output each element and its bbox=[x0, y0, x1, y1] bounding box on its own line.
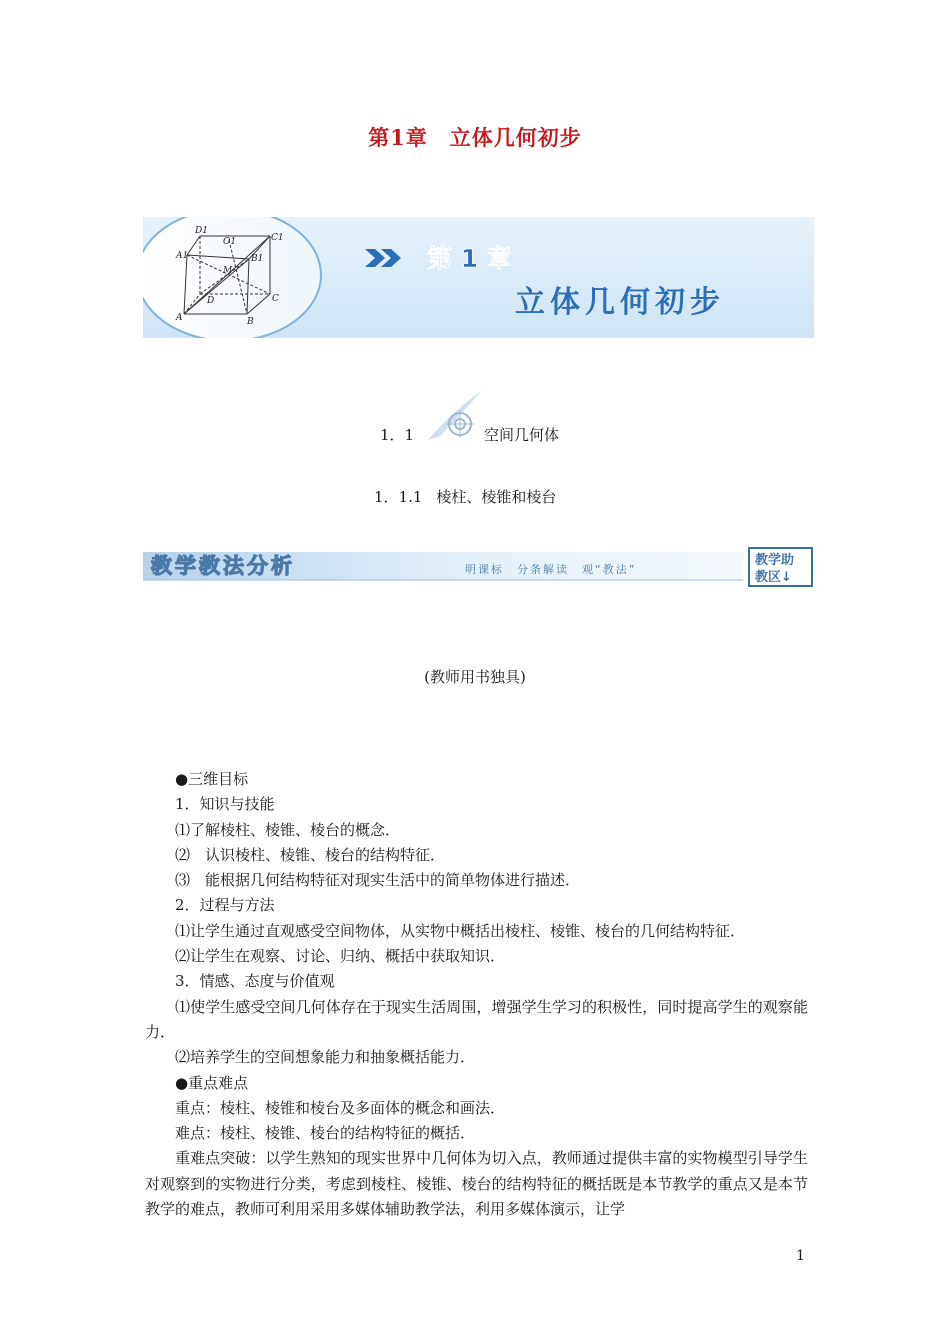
banner-subtitle: 立体几何初步 bbox=[515, 285, 725, 320]
subsection-number: 1．1.1 bbox=[374, 488, 423, 506]
badge-line-2: 教区↓ bbox=[755, 570, 792, 585]
chapter-banner bbox=[143, 217, 814, 338]
body-text bbox=[145, 767, 808, 1222]
cube-label: B1 bbox=[251, 254, 264, 264]
cube-label: O1 bbox=[223, 237, 237, 247]
list-item: ⑵ 认识棱柱、棱锥、棱台的结构特征． bbox=[175, 845, 446, 864]
cube-label: M bbox=[223, 266, 233, 276]
teaching-analysis-bar bbox=[143, 546, 814, 588]
cube-label: A1 bbox=[176, 251, 189, 261]
teaching-bar-title: 教学教法分析 bbox=[151, 554, 295, 578]
target-icon bbox=[420, 386, 486, 442]
paragraph: 重难点突破：以学生熟知的现实世界中几何体为切入点，教师通过提供丰富的实物模型引导学生对观察到的实物进行分类，考虑到棱柱、棱锥、棱台的结构特征的概括既是本节教学的重点又是本节教学的难点，教师可利用采用多媒体辅助教学法，利用多媒体演示，让学 bbox=[145, 1149, 808, 1219]
list-item: 重点：棱柱、棱锥和棱台及多面体的概念和画法． bbox=[175, 1098, 506, 1117]
heading-objectives: ●三维目标 bbox=[175, 770, 249, 788]
list-item: ⑵让学生在观察、讨论、归纳、概括中获取知识． bbox=[175, 947, 506, 966]
cube-label: B bbox=[247, 317, 254, 327]
cube-label: D bbox=[207, 296, 215, 306]
subsection-name: 棱柱、棱锥和棱台 bbox=[436, 488, 557, 506]
list-item: ⑴让学生通过直观感受空间物体，从实物中概括出棱柱、棱锥、棱台的几何结构特征． bbox=[175, 921, 746, 940]
cube-label: C bbox=[272, 294, 279, 304]
page-number: 1 bbox=[796, 1248, 805, 1264]
list-item: 2．过程与方法 bbox=[175, 896, 275, 915]
banner-chapter: 第 1 章 bbox=[427, 244, 512, 273]
list-item: 难点：棱柱、棱锥、棱台的结构特征的概括． bbox=[175, 1124, 476, 1143]
subsection-heading bbox=[374, 486, 556, 507]
list-item: 1．知识与技能 bbox=[175, 795, 275, 814]
list-item: ⑴了解棱柱、棱锥、棱台的概念． bbox=[175, 820, 401, 839]
section-number: 1．1 bbox=[380, 426, 415, 444]
heading-key-points: ●重点难点 bbox=[175, 1073, 249, 1092]
cube-label: D1 bbox=[195, 226, 208, 236]
list-item: ⑴使学生感受空间几何体存在于现实生活周围，增强学生学习的积极性，同时提高学生的观察能力． bbox=[145, 997, 808, 1041]
page-title: 第1章 立体几何初步 bbox=[368, 125, 582, 150]
cube-label: C1 bbox=[271, 233, 284, 243]
teacher-note: (教师用书独具) bbox=[424, 668, 526, 686]
list-item: 3．情感、态度与价值观 bbox=[175, 972, 335, 991]
teaching-bar-motto: 明课标 分条解读 观“教法” bbox=[465, 563, 637, 576]
section-name: 空间几何体 bbox=[484, 426, 560, 444]
list-item: ⑵培养学生的空间想象能力和抽象概括能力． bbox=[175, 1048, 476, 1067]
cube-label: A bbox=[176, 313, 183, 323]
badge-line-1: 教学助 bbox=[755, 553, 795, 568]
list-item: ⑶ 能根据几何结构特征对现实生活中的简单物体进行描述． bbox=[175, 871, 581, 890]
